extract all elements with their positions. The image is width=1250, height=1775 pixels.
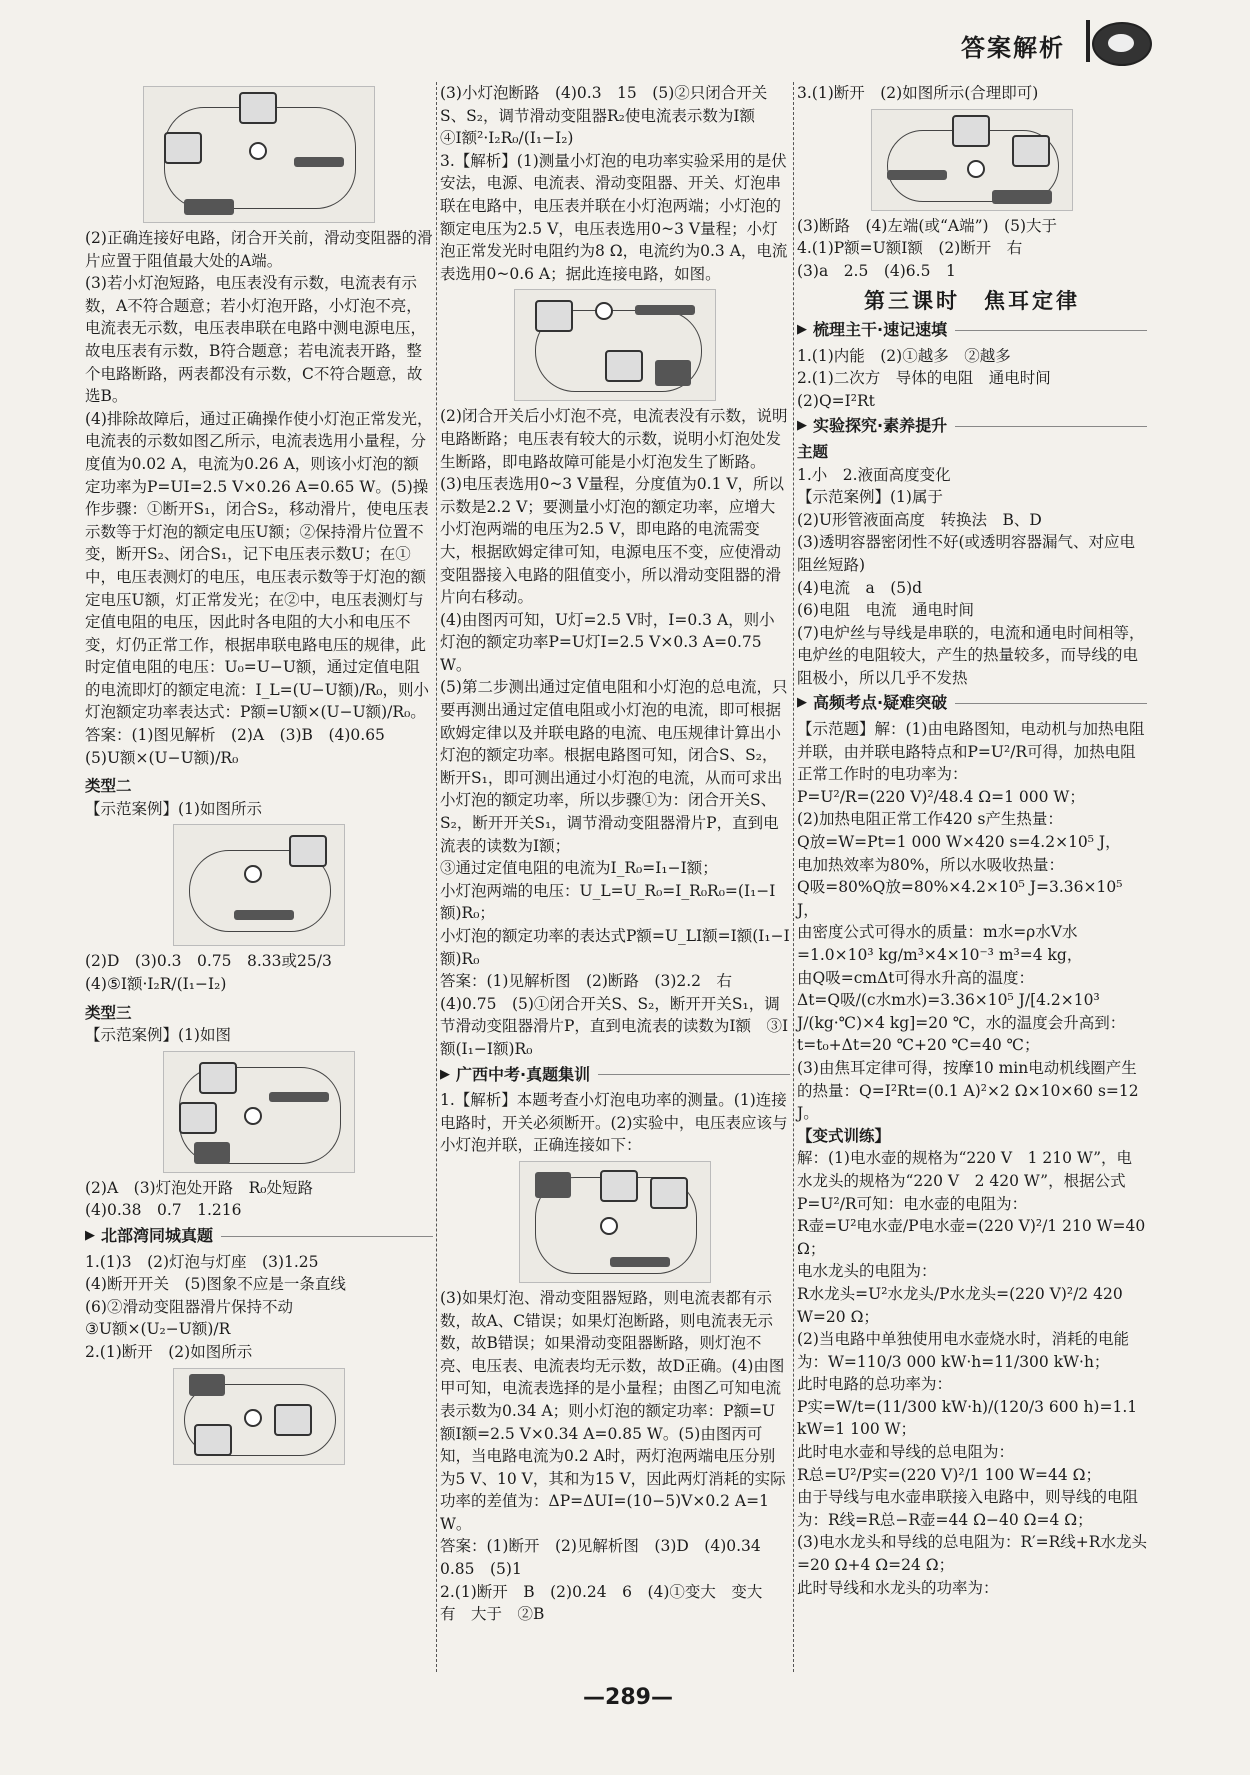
paragraph: 此时电水壶和导线的总电阻为： [797, 1443, 1015, 1462]
answer-line: (3)透明容器密闭性不好(或透明容器漏气、对应电阻丝短路) [797, 533, 1136, 574]
paragraph: (5)第二步测出通过定值电阻和小灯泡的总电流，只要再测出通过定值电阻或小灯泡的电流，即可根据欧姆定律以及并联电路的电流、电压规律计算出小灯泡的额定功率。根据电路图可知，闭合S、S₂，断开S₁，即可测出通过小灯泡的电流，从而可求出小灯泡的额定功率，所以步骤①为：闭合开关S、S₂，断开开关S₁，调节滑动变阻器滑片P，直到电流表的读数为I额； [440, 678, 788, 855]
answer-line: (2)U形管液面高度 转换法 B、D [797, 510, 1042, 529]
paragraph: (3)小灯泡断路 (4)0.3 15 (5)②只闭合开关S、S₂，调节滑动变阻器R₂使电流表示数为I额 ④I额²·I₂R₀/(I₁−I₂) [440, 84, 771, 148]
section-header: ▶ 梳理主干·速记速填 [797, 319, 1147, 342]
answer-line: (4)电流 a (5)d [797, 578, 923, 597]
paragraph: 此时导线和水龙头的功率为： [797, 1578, 999, 1597]
answer-line: 答案：(1)断开 (2)见解析图 (3)D (4)0.34 0.85 (5)1 [440, 1537, 777, 1579]
answer-line: (2)Q=I²Rt [797, 391, 875, 410]
answer-line: (4)断开开关 (5)图象不应是一条直线 [85, 1275, 346, 1294]
paragraph: (4)由图丙可知，U灯=2.5 V时，I=0.3 A，则小灯泡的额定功率P=U灯I=2.5 V×0.3 A=0.75 W。 [440, 610, 775, 674]
column-right [797, 82, 1147, 1599]
paragraph: 小灯泡两端的电压：U_L=U_R₀=I_R₀R₀=(I₁−I额)R₀； [440, 881, 776, 923]
column-left [85, 82, 433, 1469]
answer-line: (6)②滑动变阻器滑片保持不动 [85, 1297, 293, 1316]
circuit-diagram [173, 824, 345, 946]
column-divider [793, 82, 794, 1672]
formula-line: Δt=Q吸/(c水m水)=3.36×10⁵ J/[4.2×10³ J/(kg·℃)×4 kg]=20 ℃，水的温度会升高到：t=t₀+Δt=20 ℃+20 ℃=40 ℃； [797, 991, 1126, 1055]
answer-line: ③U额×(U₂−U额)/R [85, 1320, 231, 1339]
paragraph: 3.【解析】(1)测量小灯泡的电功率实验采用的是伏安法，电源、电流表、滑动变阻器、开关、灯泡串联在电路中，电压表并联在小灯泡两端；小灯泡的额定电压为2.5 V，电压表选用0~3 V量程；小灯泡正常发光时电阻约为8 Ω，电流约为0.3 A，电流表选用0~0.6 A；据此连接电路，如图。 [440, 151, 788, 283]
answer-line: 2.(1)断开 B (2)0.24 6 (4)①变大 变大 有 大于 ②B [440, 1582, 778, 1624]
paragraph: (3)电压表选用0~3 V量程，分度值为0.1 V，所以示数是2.2 V；要测量小灯泡的额定功率，应增大小灯泡两端的电压为2.5 V，即电路的电流需变大，根据欧姆定律可知，电源电压不变，应使滑动变阻器接入电路的阻值变小，所以滑动变阻器的滑片向右移动。 [440, 475, 785, 607]
answer-line: 答案：(1)图见解析 (2)A (3)B (4)0.65 [85, 726, 385, 745]
section-title: 高频考点·疑难突破 [813, 693, 948, 713]
answer-line: 1.小 2.液面高度变化 [797, 465, 951, 484]
answer-line: 2.(1)二次方 导体的电阻 通电时间 [797, 369, 1051, 388]
paragraph: ③通过定值电阻的电流为I_R₀=I₁−I额； [440, 859, 718, 878]
circuit-diagram [173, 1368, 345, 1465]
column-middle [440, 82, 790, 1626]
paragraph: (3)若小灯泡短路，电压表没有示数，电流表有示数，A不符合题意；若小灯泡开路，小灯泡不亮，电流表无示数，电压表串联在电路中测电源电压，故电压表有示数，B符合题意；若电流表开路，整个电路断路，两表都没有示数，C不符合题意，故选B。 [85, 274, 427, 406]
answer-line: (4)0.38 0.7 1.216 [85, 1201, 242, 1220]
formula-line: P实=W/t=(11/300 kW·h)/(120/3 600 h)=1.1 kW=1 100 W； [797, 1397, 1138, 1439]
formula-line: R壶=U²电水壶/P电水壶=(220 V)²/1 210 W=40 Ω； [797, 1217, 1146, 1258]
paragraph: 小灯泡的额定功率的表达式P额=U_LI额=I额(I₁−I额)R₀ [440, 927, 790, 968]
circuit-diagram [519, 1161, 711, 1283]
section-title: 北部湾同城真题 [101, 1226, 214, 1245]
topic-label: 主题 [797, 442, 829, 461]
formula-line: P=U²/R=(220 V)²/48.4 Ω=1 000 W； [797, 787, 1085, 806]
formula-line: R水龙头=U²水龙头/P水龙头=(220 V)²/2 420 W=20 Ω； [797, 1284, 1123, 1326]
answer-line: (3)a 2.5 (4)6.5 1 [797, 261, 956, 280]
case-label: 【示范案例】(1)如图所示 [85, 799, 262, 818]
paragraph: 由Q吸=cmΔt可得水升高的温度： [797, 968, 1034, 987]
page-number: —289— [583, 1685, 673, 1710]
paragraph: (2)正确连接好电路，闭合开关前，滑动变阻器的滑片应置于阻值最大处的A端。 [85, 229, 433, 270]
formula-line: Q吸=80%Q放=80%×4.2×10⁵ J=3.36×10⁵ J， [797, 878, 1123, 919]
answer-line: 答案：(1)见解析图 (2)断路 (3)2.2 右 (4)0.75 (5)①闭合开关S、S₂，断开开关S₁，调节滑动变阻器滑片P，直到电流表的读数为I额 ③I额(I₁−I额)R₀ [440, 972, 789, 1058]
eye-logo-icon [1092, 22, 1152, 66]
section-header: ▶ 实验探究·素养提升 [797, 415, 1147, 438]
paragraph: 电水龙头的电阻为： [797, 1262, 937, 1281]
answer-line: 4.(1)P额=U额I额 (2)断开 右 [797, 239, 1023, 258]
answer-line: 【示范案例】(1)属于 [797, 488, 943, 507]
section-header: ▶ 高频考点·疑难突破 [797, 692, 1147, 715]
paragraph: (3)电水龙头和导线的总电阻为：R′=R线+R水龙头=20 Ω+4 Ω=24 Ω； [797, 1533, 1147, 1575]
answer-line: 2.(1)断开 (2)如图所示 [85, 1342, 253, 1361]
answer-line: (6)电阻 电流 通电时间 [797, 601, 974, 620]
paragraph: (3)由焦耳定律可得，按摩10 min电动机线圈产生的热量：Q=I²Rt=(0.1 A)²×2 Ω×10×60 s=12 J。 [797, 1058, 1139, 1123]
section-header: ▶ 北部湾同城真题 [85, 1225, 433, 1248]
paragraph: (2)加热电阻正常工作420 s产生热量： [797, 810, 1063, 829]
answer-line: (7)电炉丝与导线是串联的，电流和通电时间相等，电炉丝的电阻较大，产生的热量较多，而导线的电阻极小，所以几乎不发热 [797, 623, 1145, 687]
section-title: 广西中考·真题集训 [456, 1064, 591, 1084]
variant-label: 【变式训练】 [797, 1126, 891, 1145]
type-label: 类型二 [85, 777, 132, 796]
paragraph: 由密度公式可得水的质量：m水=ρ水V水=1.0×10³ kg/m³×4×10⁻³ m³=4 kg， [797, 923, 1083, 964]
formula-line: R总=U²/P实=(220 V)²/1 100 W=44 Ω； [797, 1465, 1102, 1484]
answer-line: 1.(1)内能 (2)①越多 ②越多 [797, 346, 1011, 365]
circuit-diagram [143, 86, 375, 223]
circuit-diagram [163, 1051, 355, 1173]
answer-line: 3.(1)断开 (2)如图所示(合理即可) [797, 84, 1039, 102]
paragraph: 由于导线与电水壶串联接入电路中，则导线的电阻为：R线=R总−R壶=44 Ω−40 Ω=4 Ω； [797, 1488, 1139, 1529]
answer-line: (5)U额×(U−U额)/R₀ [85, 748, 239, 767]
paragraph: 1.【解析】本题考查小灯泡电功率的测量。(1)连接电路时，开关必须断开。(2)实验中，电压表应该与小灯泡并联，正确连接如下： [440, 1091, 788, 1155]
answer-line: 1.(1)3 (2)灯泡与灯座 (3)1.25 [85, 1252, 319, 1271]
lesson-title: 第三课时 焦耳定律 [864, 289, 1080, 314]
paragraph: 解：(1)电水壶的规格为“220 V 1 210 W”，电水龙头的规格为“220 V 2 420 W”，根据公式P=U²/R可知：电水壶的电阻为： [797, 1149, 1133, 1213]
answer-line: (2)A (3)灯泡处开路 R₀处短路 [85, 1178, 313, 1197]
paragraph: 电加热效率为80%，所以水吸收热量： [797, 855, 1064, 874]
answer-line: (3)断路 (4)左端(或“A端”) (5)大于 [797, 216, 1058, 235]
paragraph: (2)当电路中单独使用电水壶烧水时，消耗的电能为：W=110/3 000 kW·h=11/300 kW·h； [797, 1330, 1129, 1371]
circuit-diagram [514, 289, 716, 401]
page-header [0, 0, 1250, 70]
section-title: 梳理主干·速记速填 [813, 319, 948, 339]
paragraph: (4)排除故障后，通过正确操作使小灯泡正常发光，电流表的示数如图乙所示，电流表选用小量程，分度值为0.02 A，电流为0.26 A，则该小灯泡的额定功率为P=UI=2.5 V×0.26 A=0.65 W。(5)操作步骤：①断开S₁，闭合S₂，移动滑片，使电压表示数等于灯泡的额定电压U额；②保持滑片位置不变，断开S₂、闭合S₁，记下电压表示数U；在①中，电压表测灯的电压，电压表示数等于灯泡的额定电压U额，灯正常发光；在②中，电压表测灯与定值电阻的电压，因此时各电阻的大小和电压不变，灯仍正常工作，根据串联电路电压的规律，此时定值电阻的电压：U₀=U−U额，通过定值电阻的电流即灯的额定电流：I_L=(U−U额)/R₀，则小灯泡额定功率表达式：P额=U额×(U−U额)/R₀。 [85, 409, 433, 722]
paragraph: (3)如果灯泡、滑动变阻器短路，则电流表都有示数，故A、C错误；如果灯泡断路，则电流表无示数，故B错误；如果滑动变阻器断路，则灯泡不亮、电压表、电流表均无示数，故D正确。(4)由图甲可知，电流表选择的是小量程；由图乙可知电流表示数为0.34 A；则小灯泡的额定功率：P额=U额I额=2.5 V×0.34 A=0.85 W。(5)由图丙可知，当电路电流为0.2 A时，两灯泡两端电压分别为5 V、10 V，其和为15 V，因此两灯消耗的实际功率的差值为：ΔP=ΔUI=(10−5)V×0.2 A=1 W。 [440, 1288, 786, 1533]
paragraph: (2)闭合开关后小灯泡不亮，电流表没有示数，说明电路断路；电压表有较大的示数，说明小灯泡处发生断路，即电路故障可能是小灯泡发生了断路。 [440, 407, 788, 471]
column-divider [436, 82, 437, 1672]
header-divider [1086, 20, 1090, 62]
paragraph: 此时电路的总功率为： [797, 1375, 953, 1394]
section-header: ▶ 广西中考·真题集训 [440, 1064, 790, 1087]
case-label: 【示范案例】(1)如图 [85, 1026, 231, 1045]
answer-line: (4)⑤I额·I₂R/(I₁−I₂) [85, 975, 227, 994]
header-title: 答案解析 [961, 34, 1065, 62]
type-label: 类型三 [85, 1003, 132, 1022]
section-title: 实验探究·素养提升 [813, 416, 948, 436]
circuit-diagram [871, 109, 1073, 211]
formula-line: Q放=W=Pt=1 000 W×420 s=4.2×10⁵ J， [797, 833, 1121, 852]
answer-line: (2)D (3)0.3 0.75 8.33或25/3 [85, 952, 332, 971]
paragraph: 【示范题】解：(1)由电路图知，电动机与加热电阻并联，由并联电路特点和P=U²/R可得，加热电阻正常工作时的电功率为： [797, 720, 1145, 784]
